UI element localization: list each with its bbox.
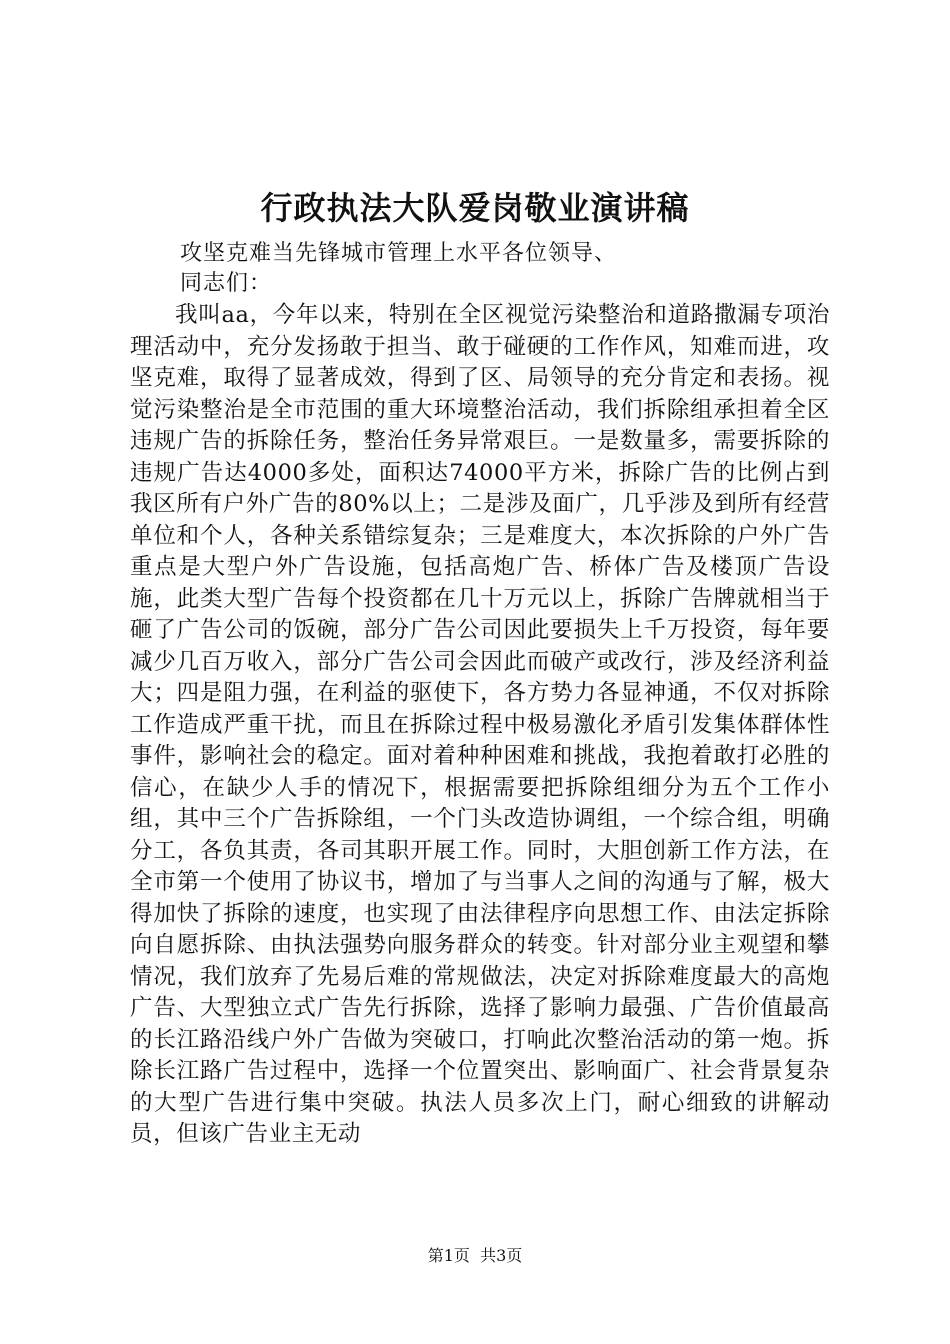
- subtitle-line: 攻坚克难当先锋城市管理上水平各位领导、: [180, 241, 618, 266]
- salutation-line: 同志们：: [180, 271, 273, 296]
- body-paragraph: 我叫aa，今年以来，特别在全区视觉污染整治和道路撒漏专项治理活动中，充分发扬敢于担当、敢于碰硬的工作作风，知难而进，攻坚克难，取得了显著成效，得到了区、局领导的充分肯定和表扬。视觉污染整治是全市范围的重大环境整治活动，我们拆除组承担着全区违规广告的拆除任务，整治任务异常艰巨。一是数量多，需要拆除的违规广告达4000多处，面积达74000平方米，拆除广告的比例占到我区所有户外广告的80%以上；二是涉及面广，几乎涉及到所有经营单位和个人，各种关系错综复杂；三是难度大，本次拆除的户外广告重点是大型户外广告设施，包括高炮广告、桥体广告及楼顶广告设施，此类大型广告每个投资都在几十万元以上，拆除广告牌就相当于砸了广告公司的饭碗，部分广告公司因此要损失上千万投资，每年要减少几百万收入，部分广告公司会因此而破产或改行，涉及经济利益大；四是阻力强，在利益的驱使下，各方势力各显神通，不仅对拆除工作造成严重干扰，而且在拆除过程中极易激化矛盾引发集体群体性事件，影响社会的稳定。面对着种种困难和挑战，我抱着敢打必胜的信心，在缺少人手的情况下，根据需要把拆除组细分为五个工作小组，其中三个广告拆除组，一个门头改造协调组，一个综合组，明确分工，各负其责，各司其职开展工作。同时，大胆创新工作方法，在全市第一个使用了协议书，增加了与当事人之间的沟通与了解，极大得加快了拆除的速度，也实现了由法律程序向思想工作、由法定拆除向自愿拆除、由执法强势向服务群众的转变。针对部分业主观望和攀情况，我们放弃了先易后难的常规做法，决定对拆除难度最大的高炮广告、大型独立式广告先行拆除，选择了影响力最强、广告价值最高的长江路沿线户外广告做为突破口，打响此次整治活动的第一炮。拆除长江路广告过程中，选择一个位置突出、影响面广、社会背景复杂的大型广告进行集中突破。执法人员多次上门，耐心细致的讲解动员，但该广告业主无动: [130, 302, 830, 1147]
- document-title: 行政执法大队爱岗敬业演讲稿: [260, 189, 690, 227]
- page-number-footer: 第1页 共3页: [427, 1246, 523, 1265]
